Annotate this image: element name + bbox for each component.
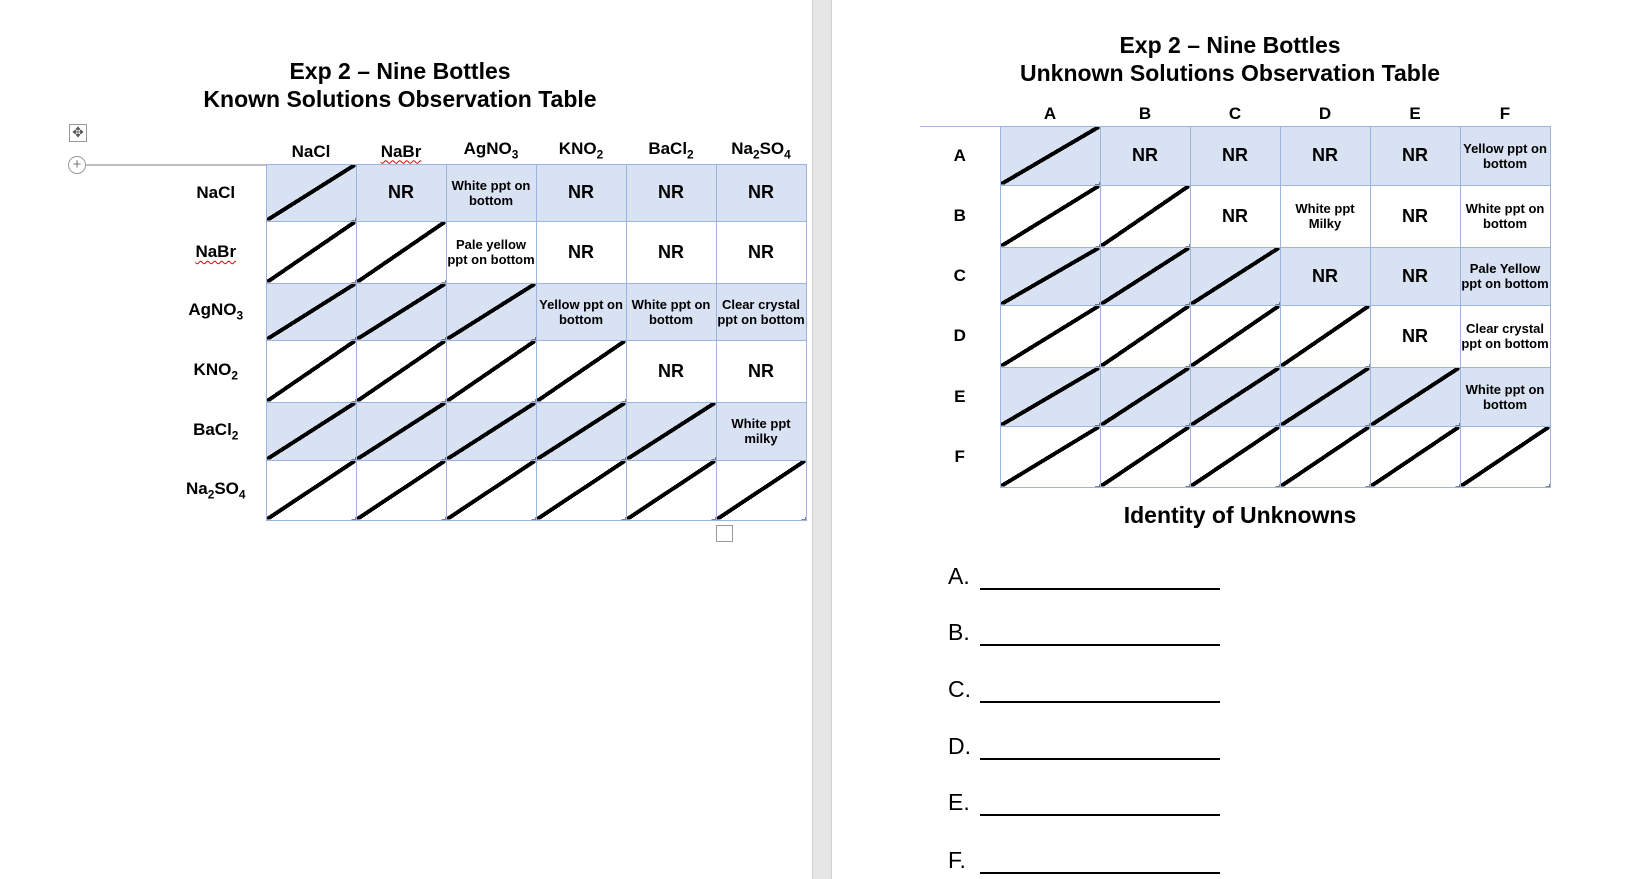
known-cell-diagonal[interactable] [266, 340, 356, 402]
insert-row-icon[interactable]: + [68, 156, 86, 174]
unknown-row [920, 426, 1550, 487]
known-cell-diagonal[interactable] [536, 460, 626, 520]
unknown-cell-diagonal[interactable] [1000, 426, 1100, 487]
known-cell-diagonal[interactable] [356, 221, 446, 283]
known-cell-diagonal[interactable] [446, 402, 536, 460]
unknown-row-header: D [953, 326, 966, 345]
known-cell-diagonal[interactable] [446, 460, 536, 520]
known-cell[interactable]: White ppt milky [716, 402, 806, 460]
unknown-cell-diagonal[interactable] [1100, 185, 1190, 247]
known-cell[interactable]: White ppt on bottom [626, 283, 716, 340]
known-row [150, 164, 806, 221]
unknown-cell[interactable]: White ppt on bottom [1460, 367, 1550, 426]
known-cell-diagonal[interactable] [266, 283, 356, 340]
known-cell[interactable]: NR [536, 221, 626, 283]
unknown-title-line2: Unknown Solutions Observation Table [1020, 60, 1440, 86]
unknown-cell[interactable]: NR [1370, 305, 1460, 367]
unknown-cell-diagonal[interactable] [1100, 426, 1190, 487]
unknown-cell[interactable]: White ppt on bottom [1460, 185, 1550, 247]
unknown-col-header: F [1499, 103, 1511, 123]
known-cell[interactable]: NR [716, 164, 806, 221]
unknown-col-header: C [1228, 103, 1242, 123]
known-cell-diagonal[interactable] [716, 460, 806, 520]
unknown-title-line1: Exp 2 – Nine Bottles [1119, 32, 1341, 58]
known-cell[interactable]: Yellow ppt on bottom [536, 283, 626, 340]
answer-blank[interactable] [980, 758, 1220, 760]
known-solutions-table [150, 134, 807, 521]
unknown-col-header: B [1138, 103, 1152, 123]
unknown-row-header: E [954, 386, 966, 406]
unknown-cell[interactable]: NR [1190, 126, 1280, 185]
unknown-cell-diagonal[interactable] [1000, 247, 1100, 305]
answer-label: A. [948, 563, 970, 589]
known-cell-diagonal[interactable] [626, 460, 716, 520]
unknown-cell-diagonal[interactable] [1190, 305, 1280, 367]
known-cell[interactable]: NR [626, 164, 716, 221]
unknown-cell-diagonal[interactable] [1190, 426, 1280, 487]
known-cell[interactable]: NR [536, 164, 626, 221]
unknown-cell-diagonal[interactable] [1280, 367, 1370, 426]
known-row-header: AgNO$_3$ [188, 300, 244, 323]
answer-label: E. [948, 789, 970, 815]
answer-blank[interactable] [980, 701, 1220, 703]
known-cell-diagonal[interactable] [266, 221, 356, 283]
known-cell[interactable]: NR [356, 164, 446, 221]
unknown-cell-diagonal[interactable] [1280, 426, 1370, 487]
unknown-cell-diagonal[interactable] [1280, 305, 1370, 367]
unknown-cell[interactable]: NR [1370, 247, 1460, 305]
answer-blank[interactable] [980, 588, 1220, 590]
known-title-line2: Known Solutions Observation Table [203, 86, 597, 112]
known-col-header: NaBr [380, 141, 422, 161]
known-cell[interactable]: NR [716, 340, 806, 402]
page-gap [812, 0, 832, 879]
unknown-cell[interactable]: Yellow ppt on bottom [1460, 126, 1550, 185]
known-cell-diagonal[interactable] [626, 402, 716, 460]
unknown-solutions-table [920, 103, 1551, 488]
known-row [150, 283, 806, 340]
known-cell[interactable]: Clear crystal ppt on bottom [716, 283, 806, 340]
known-cell[interactable]: NR [716, 221, 806, 283]
unknown-cell[interactable]: NR [1370, 126, 1460, 185]
known-row [150, 221, 806, 283]
unknown-col-header: E [1409, 103, 1421, 123]
answer-label: C. [948, 676, 971, 702]
known-cell[interactable]: NR [626, 221, 716, 283]
unknown-row [920, 247, 1550, 305]
unknown-row [920, 185, 1550, 247]
known-row-header: BaCl$_2$ [193, 419, 239, 443]
answer-blank[interactable] [980, 872, 1220, 874]
unknown-cell-diagonal[interactable] [1370, 426, 1460, 487]
answer-label: F. [948, 847, 966, 873]
known-row [150, 402, 806, 460]
unknown-cell-diagonal[interactable] [1190, 247, 1280, 305]
known-row-header: $KNO_2$ [193, 359, 238, 383]
unknown-cell[interactable]: NR [1190, 185, 1280, 247]
unknown-cell-diagonal[interactable] [1000, 126, 1100, 185]
unknown-row [920, 367, 1550, 426]
unknown-cell-diagonal[interactable] [1460, 426, 1550, 487]
answer-label: B. [948, 619, 970, 645]
unknown-cell[interactable]: White ppt Milky [1280, 185, 1370, 247]
unknown-cell[interactable]: NR [1100, 126, 1190, 185]
unknown-cell-diagonal[interactable] [1370, 367, 1460, 426]
known-row [150, 460, 806, 520]
unknown-cell-diagonal[interactable] [1100, 367, 1190, 426]
known-cell-diagonal[interactable] [266, 460, 356, 520]
unknown-cell-diagonal[interactable] [1100, 247, 1190, 305]
known-row-header: $Na_2SO_4$ [185, 478, 246, 502]
known-cell[interactable]: NR [626, 340, 716, 402]
unknown-cell-diagonal[interactable] [1100, 305, 1190, 367]
known-row-header: NaCl [196, 182, 236, 202]
table-move-icon[interactable]: ✥ [69, 124, 87, 142]
unknown-cell[interactable]: Clear crystal ppt on bottom [1460, 305, 1550, 367]
known-cell-diagonal[interactable] [266, 164, 356, 221]
known-cell-diagonal[interactable] [446, 340, 536, 402]
unknown-row-header: A [953, 145, 966, 165]
known-cell-diagonal[interactable] [356, 283, 446, 340]
unknown-header-row [920, 103, 1550, 126]
known-table-title [180, 57, 620, 113]
known-cell[interactable]: White ppt on bottom [446, 164, 536, 221]
known-header-row [150, 134, 806, 164]
unknown-row-header: F [954, 446, 965, 466]
known-cell-diagonal[interactable] [266, 402, 356, 460]
unknown-table-title [1010, 31, 1450, 87]
unknown-cell-diagonal[interactable] [1000, 305, 1100, 367]
answer-blank[interactable] [980, 814, 1220, 816]
unknown-cell[interactable]: NR [1370, 185, 1460, 247]
known-cell-diagonal[interactable] [356, 402, 446, 460]
unknown-cell-diagonal[interactable] [1000, 367, 1100, 426]
unknown-row [920, 126, 1550, 185]
table-resize-handle[interactable] [716, 525, 733, 542]
known-cell-diagonal[interactable] [536, 340, 626, 402]
known-col-header: $Na_2SO_4$ [731, 139, 791, 162]
known-row [150, 340, 806, 402]
known-cell-diagonal[interactable] [446, 283, 536, 340]
unknown-col-header: A [1043, 103, 1057, 123]
known-row-header: NaBr [195, 242, 237, 261]
known-col-header: BaCl$_2$ [648, 139, 694, 162]
known-cell[interactable]: Pale yellow ppt on bottom [446, 221, 536, 283]
known-cell-diagonal[interactable] [536, 402, 626, 460]
known-cell-diagonal[interactable] [356, 460, 446, 520]
known-col-header: NaCl [291, 141, 331, 161]
unknown-cell[interactable]: Pale Yellow ppt on bottom [1460, 247, 1550, 305]
known-col-header: AgNO$_3$ [463, 139, 519, 162]
known-title-line1: Exp 2 – Nine Bottles [289, 58, 511, 84]
identity-of-unknowns-heading: Identity of Unknowns [1123, 502, 1357, 528]
unknown-row-header: C [953, 266, 966, 285]
answer-blank[interactable] [980, 644, 1220, 646]
unknown-cell-diagonal[interactable] [1190, 367, 1280, 426]
unknown-col-header: D [1318, 103, 1332, 123]
known-cell-diagonal[interactable] [356, 340, 446, 402]
unknown-row [920, 305, 1550, 367]
unknown-row-header: B [953, 206, 966, 225]
unknown-cell[interactable]: NR [1280, 247, 1370, 305]
unknown-cell-diagonal[interactable] [1000, 185, 1100, 247]
known-col-header: $KNO_2$ [558, 139, 604, 162]
answer-label: D. [948, 733, 971, 759]
unknown-cell[interactable]: NR [1280, 126, 1370, 185]
